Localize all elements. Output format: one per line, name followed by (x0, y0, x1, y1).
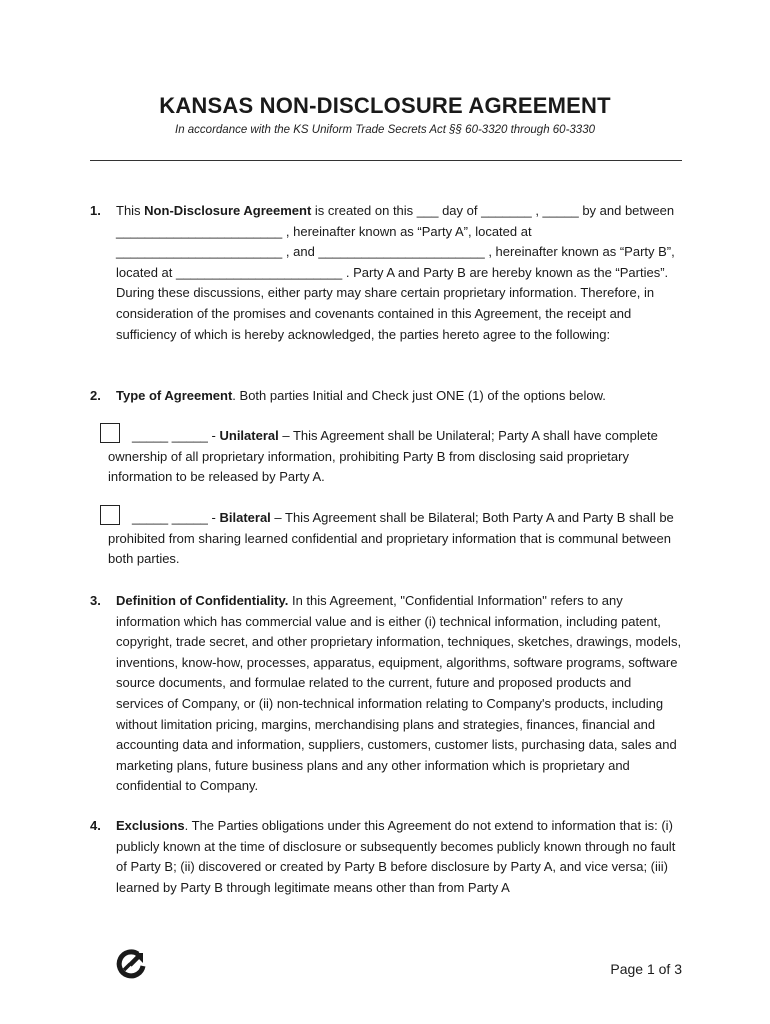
section-4 (90, 816, 682, 898)
section-2 (90, 386, 682, 407)
page-number: Page 1 of 3 (610, 961, 682, 977)
eforms-logo-icon (116, 948, 148, 980)
option-heading: Bilateral (219, 510, 271, 525)
section-body (116, 591, 682, 797)
section-text: In this Agreement, "Confidential Information" refers to any information which has commercial value and is either (i) technical information, including patent, copyright, trade secret, and other proprietary information, techniques, sketches, drawings, models, inventions, know-how, processes, apparatus, equipment, algorithms, software programs, software source documents, and formulae related to the current, future and proposed products and services of Company, or (ii) non-technical information relating to Company's products, including without limitation pricing, margins, merchandising plans and strategies, finances, financial and accounting data and information, suppliers, customers, customer lists, purchasing data, sales and marketing plans, future business plans and any other information which is proprietary and confidential to Company. (116, 593, 682, 794)
option-bilateral (108, 508, 682, 570)
option-dash: - (207, 510, 220, 525)
option-heading: Unilateral (219, 428, 279, 443)
section-heading: Type of Agreement (116, 388, 233, 403)
section-body (116, 201, 682, 345)
section-number: 2. (90, 388, 101, 403)
option-text: – This Agreement shall be Unilateral; Party A shall have complete ownership of all proprietary information, prohibiting Party B from disclosing said proprietary information to be released by Party A. (108, 428, 658, 485)
section-text: This (116, 203, 145, 218)
section-text: . The Parties obligations under this Agreement do not extend to information that is: (i) publicly known at the time of disclosure or subsequently becomes publicly known through no fault of Party B; (ii) discovered or created by Party B before disclosure by Party A, and vice versa; (iii) learned by Party B through legitimate means other than from Party A (116, 818, 676, 895)
section-1 (90, 201, 682, 345)
document-subtitle: In accordance with the KS Uniform Trade Secrets Act §§ 60-3320 through 60-3330 (175, 124, 595, 136)
initials-blanks: _____ _____ (132, 428, 208, 443)
initials-blanks: _____ _____ (132, 510, 208, 525)
option-dash: - (207, 428, 220, 443)
document-title: KANSAS NON-DISCLOSURE AGREEMENT (159, 93, 611, 118)
section-heading: Non-Disclosure Agreement (144, 203, 312, 218)
section-number: 3. (90, 593, 101, 608)
section-number: 1. (90, 203, 101, 218)
section-text: . Both parties Initial and Check just ONE (1) of the options below. (232, 388, 606, 403)
option-unilateral (108, 426, 682, 488)
section-body (116, 816, 682, 898)
title-divider (90, 160, 682, 161)
option-text: – This Agreement shall be Bilateral; Both Party A and Party B shall be prohibited from sharing learned confidential and proprietary information that is communal between both parties. (108, 510, 674, 567)
section-heading: Exclusions (116, 818, 185, 833)
section-3 (90, 591, 682, 797)
section-number: 4. (90, 818, 101, 833)
section-text: is created on this ___ day of _______ , _____ by and between _______________________ , hereinafter known as “Party A”, located at _______________________ , and _______________________ , hereinafter known as “Party B”, located at _______________________ . Party A and Party B are hereby known as the “Parties”. During these discussions, either party may share certain proprietary information. Therefore, in consideration of the promises and covenants contained in this Agreement, the receipt and sufficiency of which is hereby acknowledged, the parties hereto agree to the following: (116, 203, 675, 342)
section-body (116, 386, 682, 407)
section-heading: Definition of Confidentiality. (116, 593, 289, 608)
